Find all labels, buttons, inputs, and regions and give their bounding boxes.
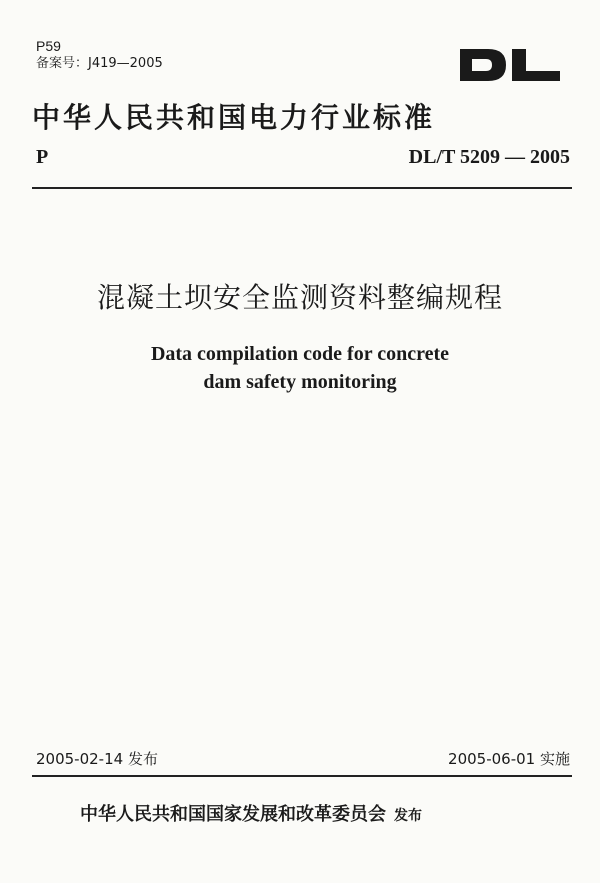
publisher-name: 中华人民共和国国家发展和改革委员会 [80, 804, 386, 825]
dl-logo-icon [458, 47, 562, 83]
publisher-suffix: 发布 [394, 808, 422, 824]
title-english-line-2: dam safety monitoring [203, 371, 397, 393]
issue-date: 2005-02-14 发布 [36, 750, 158, 768]
bottom-divider [32, 775, 572, 777]
category-code: P [36, 146, 49, 168]
record-number: 备案号：J419—2005 [36, 56, 163, 71]
title-english-line-1: Data compilation code for concrete [150, 343, 450, 365]
standard-number: DL/T 5209 — 2005 [408, 146, 570, 168]
implementation-date: 2005-06-01 实施 [448, 750, 570, 768]
standard-name: 中华人民共和国电力行业标准 [32, 101, 436, 134]
ics-code: P59 [36, 38, 61, 54]
top-divider [32, 187, 572, 189]
title-english [0, 340, 600, 396]
title-chinese: 混凝土坝安全监测资料整编规程 [96, 281, 503, 314]
publisher [80, 800, 422, 826]
